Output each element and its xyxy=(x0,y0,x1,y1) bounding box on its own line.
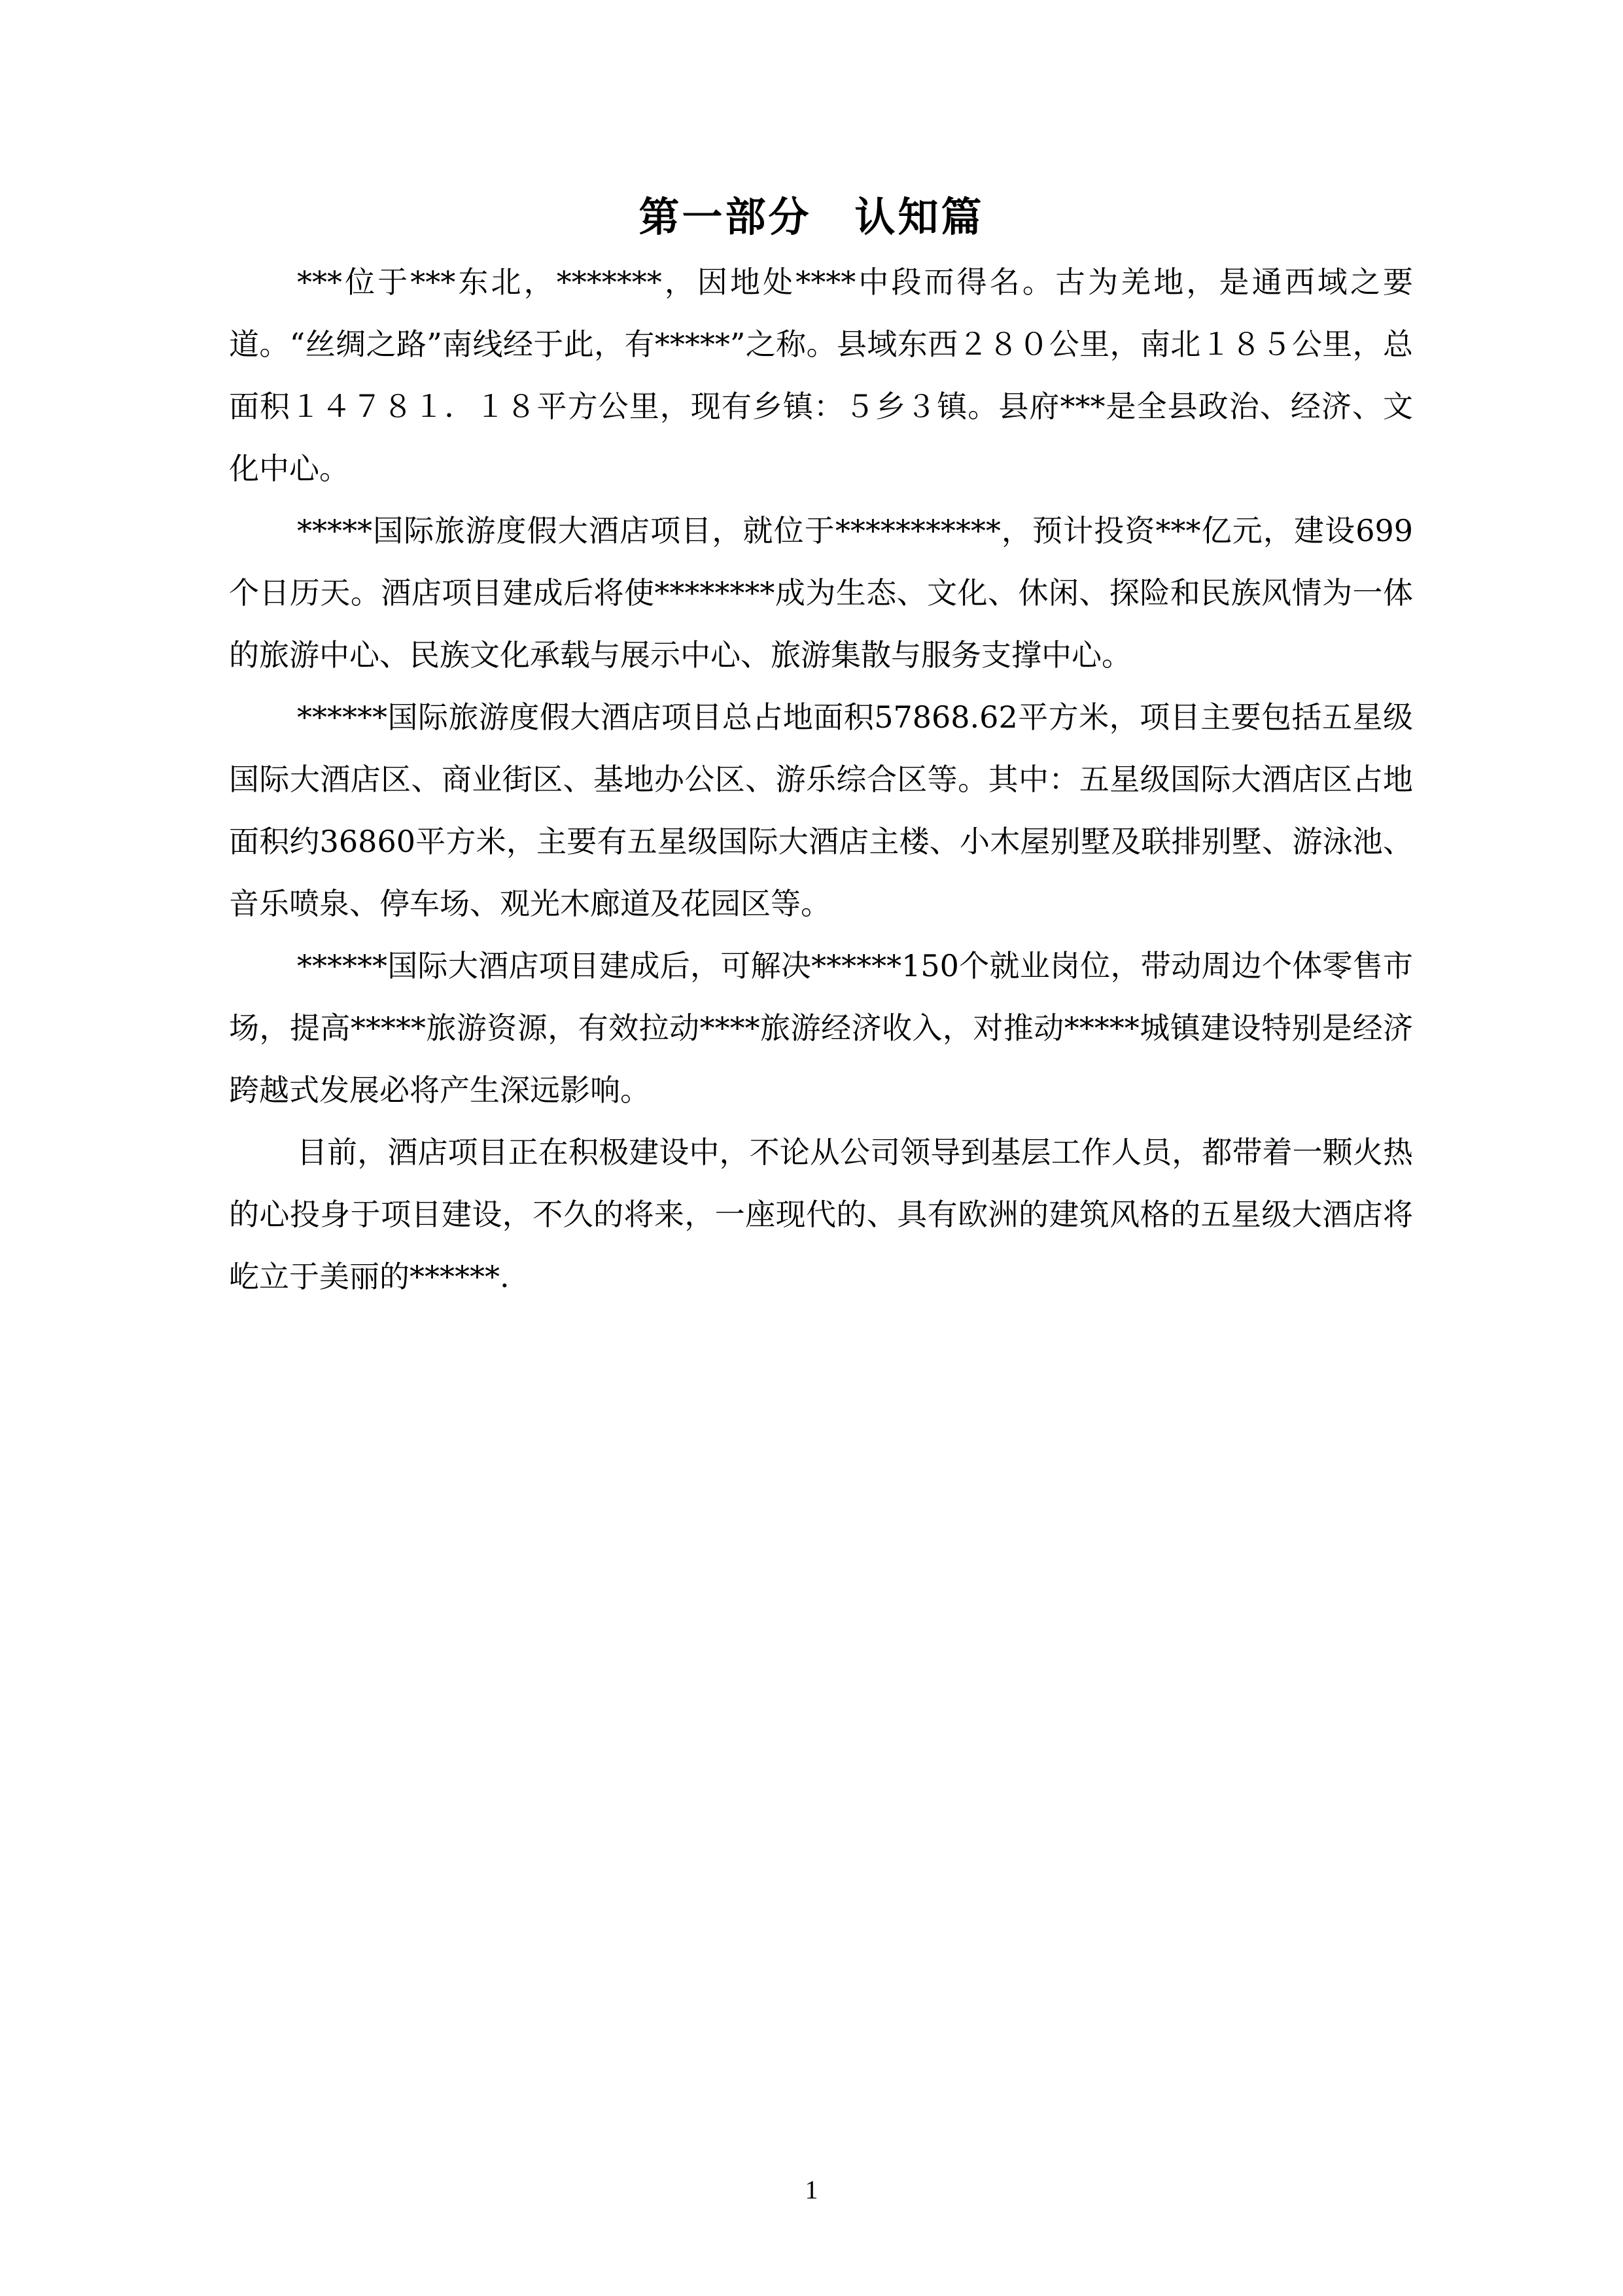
paragraph-location-overview: ***位于***东北，*******，因地处****中段而得名。古为羌地，是通西域之要道。“丝绸之路”南线经于此，有*****”之称。县域东西２８０公里，南北１８５公里，总面积１４７８１．１８平方公里，现有乡镇：５乡３镇。县府***是全县政治、经济、文化中心。 xyxy=(229,264,1413,486)
page-number: 1 xyxy=(805,2175,818,2204)
document-body xyxy=(229,251,1413,1308)
paragraph-project-area: ******国际旅游度假大酒店项目总占地面积57868.62平方米，项目主要包括五星级国际大酒店区、商业街区、基地办公区、游乐综合区等。其中：五星级国际大酒店区占地面积约36860平方米，主要有五星级国际大酒店主楼、小木屋别墅及联排别墅、游泳池、音乐喷泉、停车场、观光木廊道及花园区等。 xyxy=(229,699,1413,921)
page-title: 第一部分 认知篇 xyxy=(638,193,985,241)
paragraph-project-impact: ******国际大酒店项目建成后，可解决******150个就业岗位，带动周边个体零售市场，提高*****旅游资源，有效拉动****旅游经济收入，对推动*****城镇建设特别是经济跨越式发展必将产生深远影响。 xyxy=(229,948,1413,1108)
paragraph-hotel-project: *****国际旅游度假大酒店项目，就位于***********，预计投资***亿元，建设699个日历天。酒店项目建成后将使********成为生态、文化、休闲、探险和民族风情为一体的旅游中心、民族文化承载与展示中心、旅游集散与服务支撑中心。 xyxy=(229,513,1413,673)
paragraph-current-status: 目前，酒店项目正在积极建设中，不论从公司领导到基层工作人员，都带着一颗火热的心投身于项目建设，不久的将来，一座现代的、具有欧洲的建筑风格的五星级大酒店将屹立于美丽的******. xyxy=(229,1135,1413,1294)
